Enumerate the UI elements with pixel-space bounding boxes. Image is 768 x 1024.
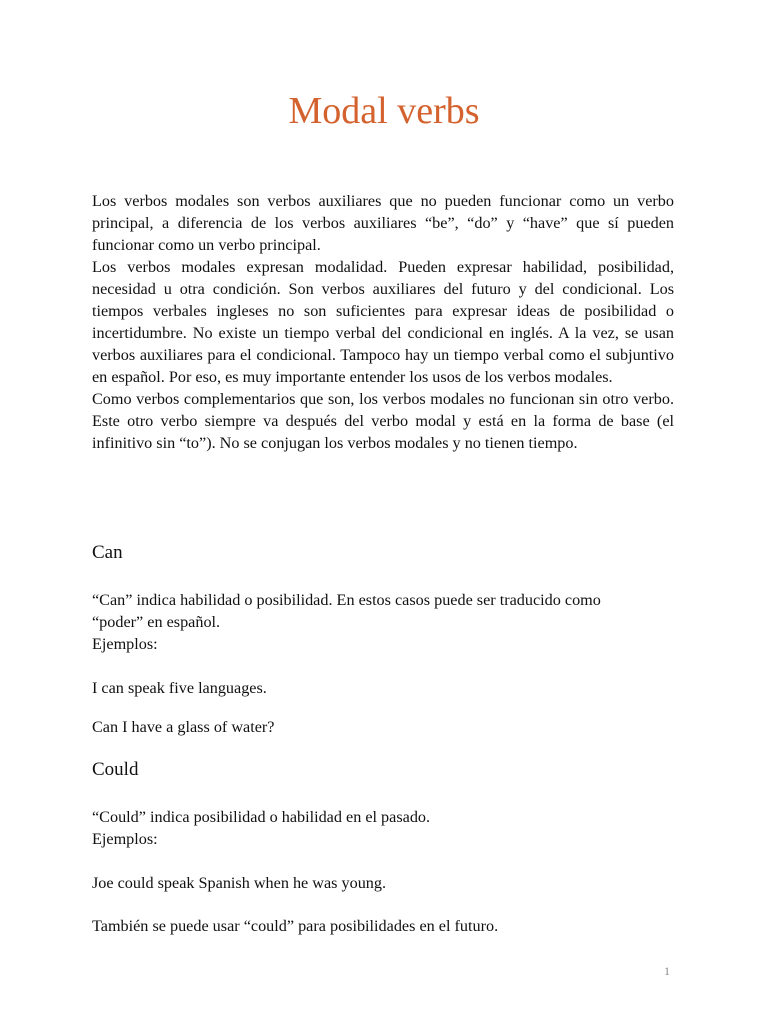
can-description-line2: “poder” en español. — [92, 613, 221, 631]
intro-section — [92, 190, 674, 454]
intro-paragraph: Los verbos modales son verbos auxiliares que no pueden funcionar como un verbo principal, a diferencia de los verbos auxiliares “be”, “do” y “have” que sí pueden funcionar como un verbo principal. — [92, 192, 674, 254]
could-examples-label: Ejemplos: — [92, 830, 158, 848]
document-title: Modal verbs — [288, 90, 480, 132]
intro-paragraph: Los verbos modales expresan modalidad. Pueden expresar habilidad, posibilidad, necesidad u otra condición. Son verbos auxiliares del futuro y del condicional. Los tiempos verbales ingleses no son suficientes para expresar ideas de posibilidad o incertidumbre. No existe un tiempo verbal del condicional en inglés. A la vez, se usan verbos auxiliares para el condicional. Tampoco hay un tiempo verbal como el subjuntivo en español. Por eso, es muy importante entender los usos de los verbos modales. — [92, 258, 674, 386]
could-extra-line: También se puede usar “could” para posibilidades en el futuro. — [92, 917, 499, 935]
section-heading-could: Could — [92, 759, 139, 780]
can-example-1: I can speak five languages. — [92, 679, 267, 697]
page-number: 1 — [664, 964, 670, 978]
could-description: “Could” indica posibilidad o habilidad en el pasado. — [92, 808, 431, 826]
intro-paragraph: Como verbos complementarios que son, los verbos modales no funcionan sin otro verbo. Este otro verbo siempre va después del verbo modal y está en la forma de base (el infinitivo sin “to”). No se conjugan los verbos modales y no tienen tiempo. — [92, 390, 674, 452]
can-description-line1: “Can” indica habilidad o posibilidad. En estos casos puede ser traducido como — [92, 591, 601, 609]
could-example-1: Joe could speak Spanish when he was young. — [92, 874, 387, 892]
can-example-2: Can I have a glass of water? — [92, 718, 275, 736]
can-examples-label: Ejemplos: — [92, 635, 158, 653]
section-heading-can: Can — [92, 542, 123, 563]
